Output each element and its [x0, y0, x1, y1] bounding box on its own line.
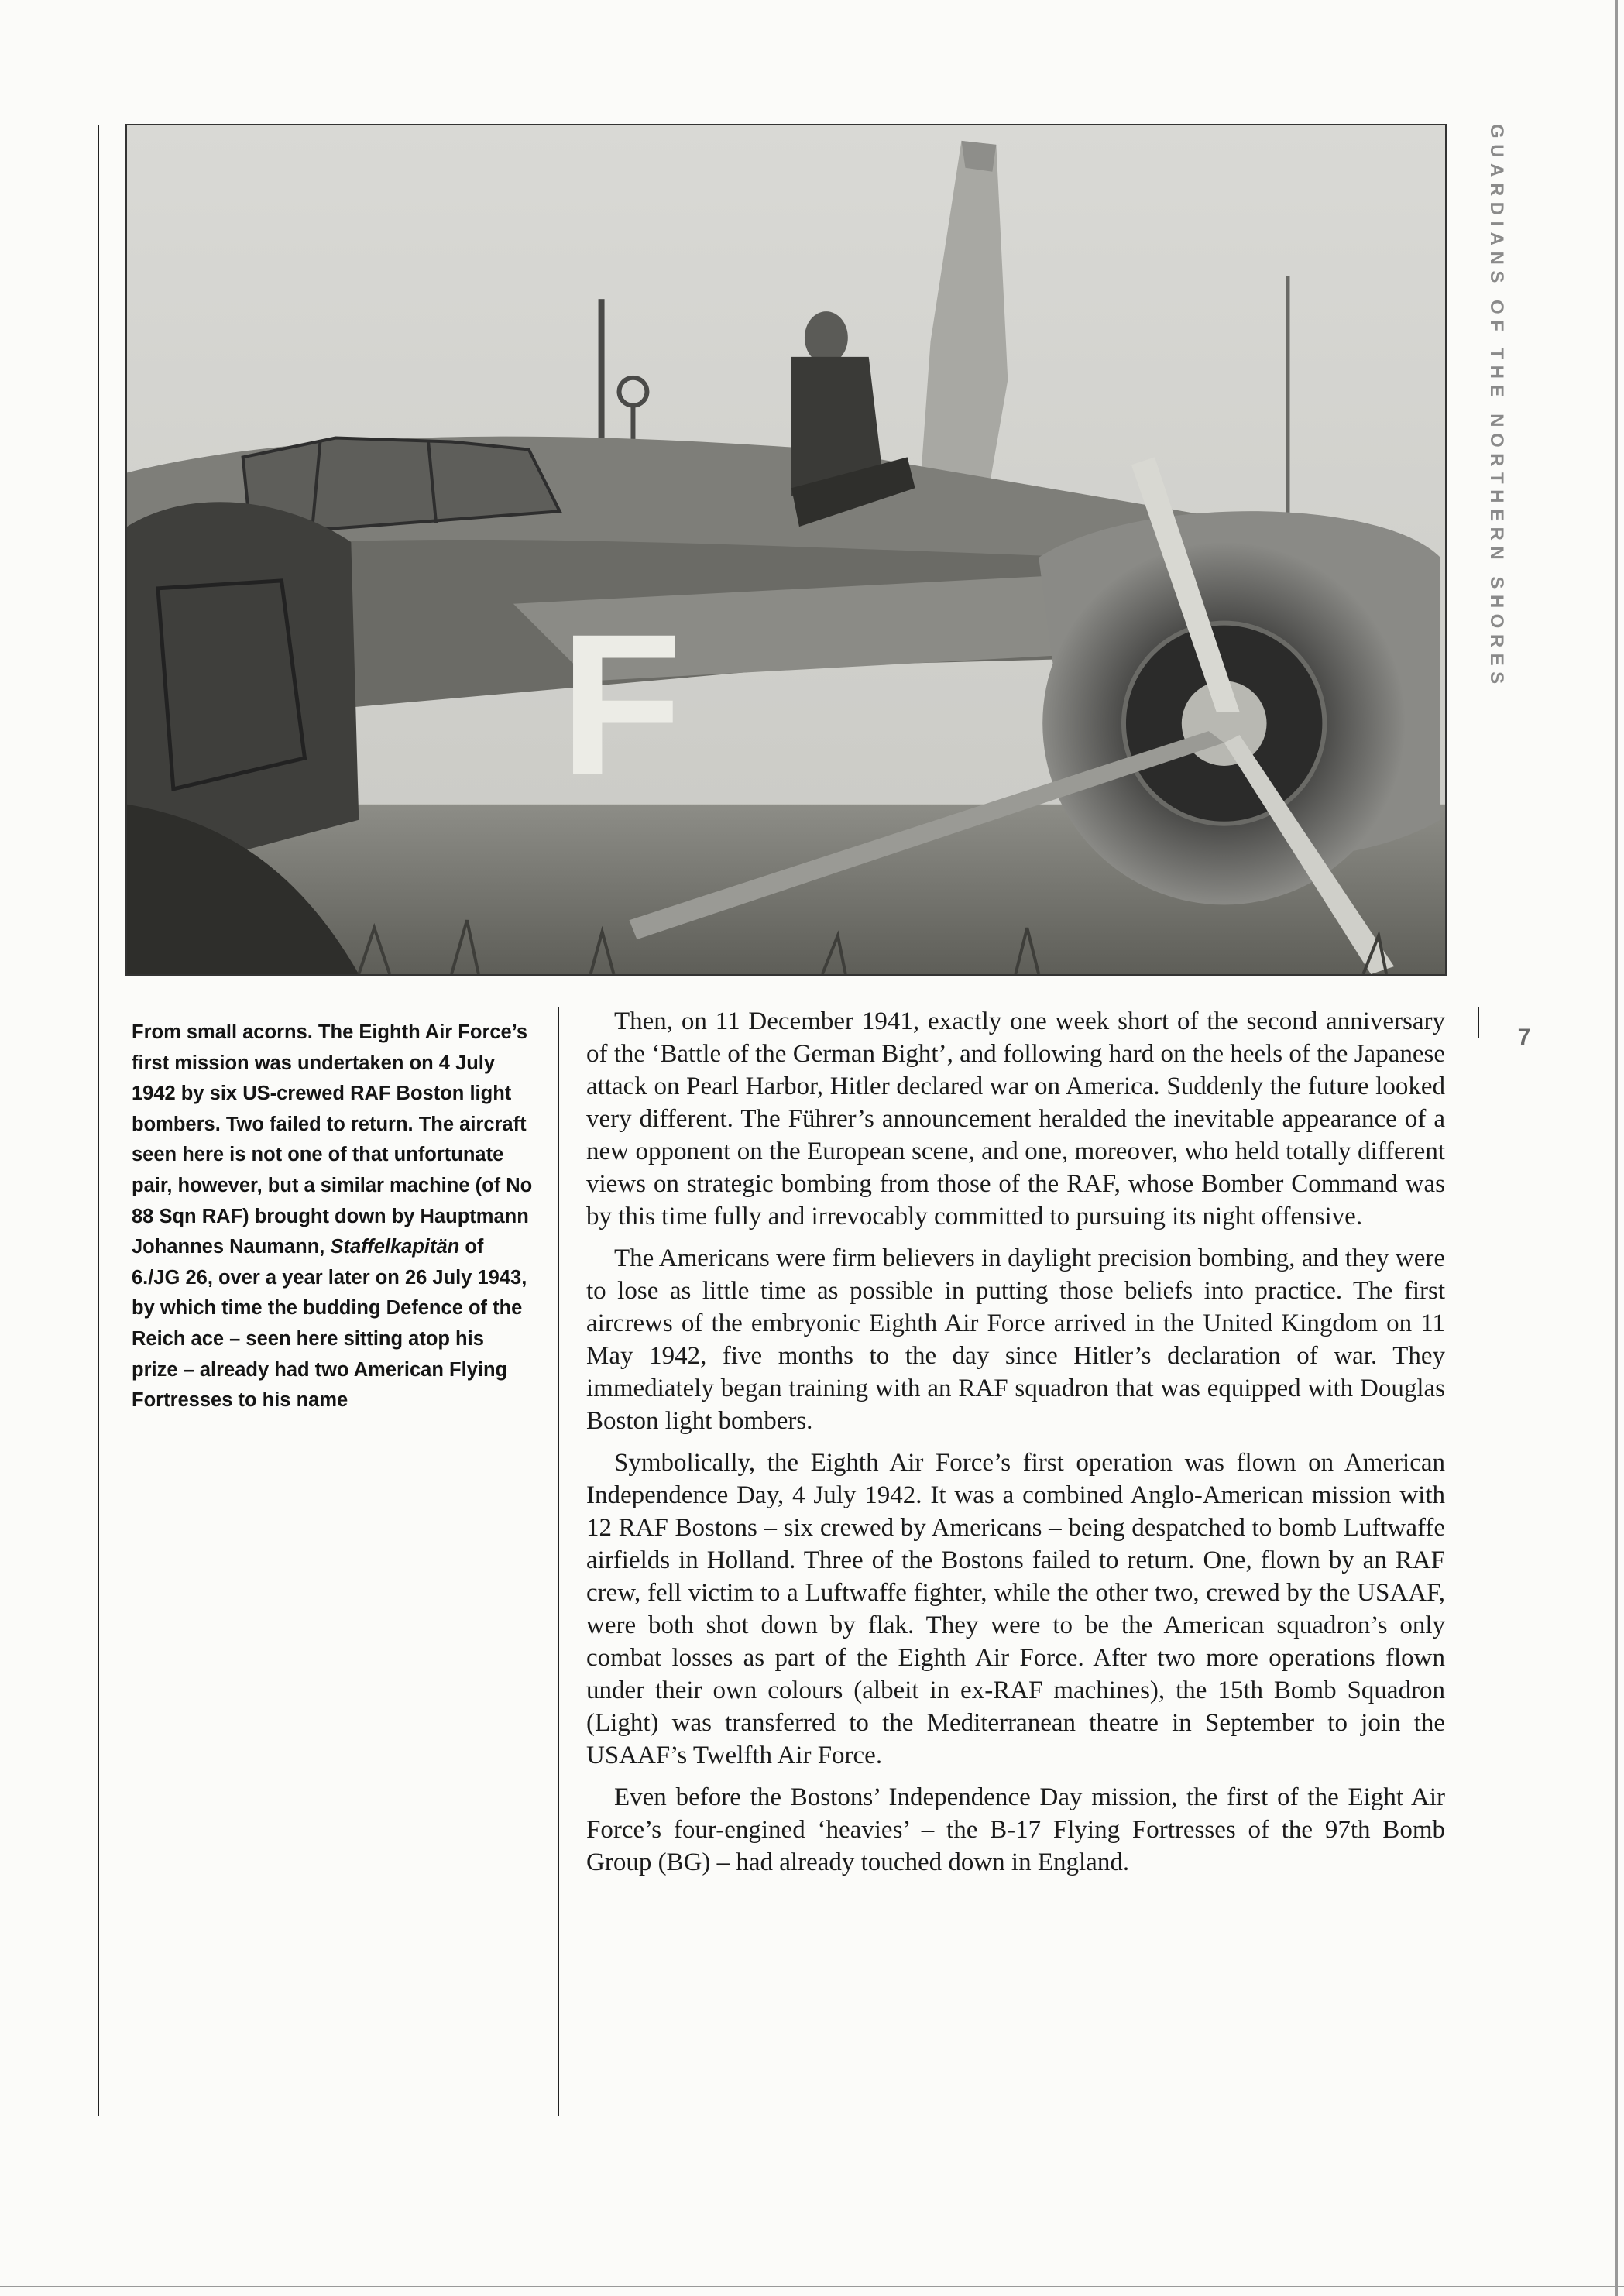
- page-edge-right: [1615, 0, 1618, 2296]
- body-paragraph: Even before the Bostons’ Independence Day mission, the first of the Eight Air Force’s four-engined ‘heavies’ – the B-17 Flying Fortresses of the 97th Bomb Group (BG) – had already touched down in England.: [586, 1783, 1445, 1876]
- left-margin-rule: [98, 125, 99, 2116]
- caption-text-part-2: of 6./JG 26, over a year later on 26 July 1943, by which time the budding Defence of the Reich ace – seen here sitting atop his prize – already had two American Flying Fortresses to his name: [132, 1236, 527, 1412]
- running-head: GUARDIANS OF THE NORTHERN SHORES: [1486, 124, 1507, 690]
- body-paragraph: Symbolically, the Eighth Air Force’s first operation was flown on American Independence Day, 4 July 1942. It was a combined Anglo-American mission with 12 RAF Bostons – six crewed by Americans – being despatched to bomb Luftwaffe airfields in Holland. Three of the Bostons failed to return. One, flown by an RAF crew, fell victim to a Luftwaffe fighter, while the other two, crewed by the USAAF, were both shot down by flak. They were to be the American squadron’s only combat losses as part of the Eighth Air Force. After two more operations flown under their own colours (albeit in ex-RAF machines), the 15th Bomb Squadron (Light) was transferred to the Mediterranean theatre in September to join the USAAF’s Twelfth Air Force.: [586, 1449, 1445, 1769]
- body-paragraph: The Americans were firm believers in daylight precision bombing, and they were to lose as little time as possible in putting those beliefs into practice. The first aircrews of the embryonic Eighth Air Force arrived in the United Kingdom on 11 May 1942, five months to the day since Hitler’s declaration of war. They immediately began training with an RAF squadron that was equipped with Douglas Boston light bombers.: [586, 1244, 1445, 1435]
- aircraft-photo: [125, 124, 1447, 976]
- page-number: 7: [1517, 1024, 1531, 1050]
- page-edge-bottom: [0, 2286, 1624, 2287]
- column-divider-rule: [558, 1007, 559, 2116]
- fuselage-letter: F: [559, 592, 683, 816]
- right-margin-rule: [1478, 1007, 1479, 1038]
- caption-text: [132, 1018, 534, 1416]
- aircraft-photo-icon: [127, 125, 1445, 974]
- body-column: [586, 1005, 1445, 1888]
- body-paragraph: Then, on 11 December 1941, exactly one week short of the second anniversary of the ‘Battle of the German Bight’, and following hard on the heels of the Japanese attack on Pearl Harbor, Hitler declared war on America. Suddenly the future looked very different. The Führer’s announcement heralded the inevitable appearance of a new opponent on the European scene, and one, moreover, who held totally different views on strategic bombing from those of the RAF, whose Bomber Command was by this time fully and irrevocably committed to pursuing its night offensive.: [586, 1007, 1445, 1230]
- caption-italic: Staffelkapitän: [330, 1236, 460, 1258]
- photo-caption: [132, 1018, 534, 1416]
- caption-text-part-1: From small acorns. The Eighth Air Force’s first mission was undertaken on 4 July 1942 by six US-crewed RAF Boston light bombers. Two failed to return. The aircraft seen here is not one of that unfortunate pair, however, but a similar machine (of No 88 Sqn RAF) brought down by Hauptmann Johannes Naumann,: [132, 1021, 533, 1258]
